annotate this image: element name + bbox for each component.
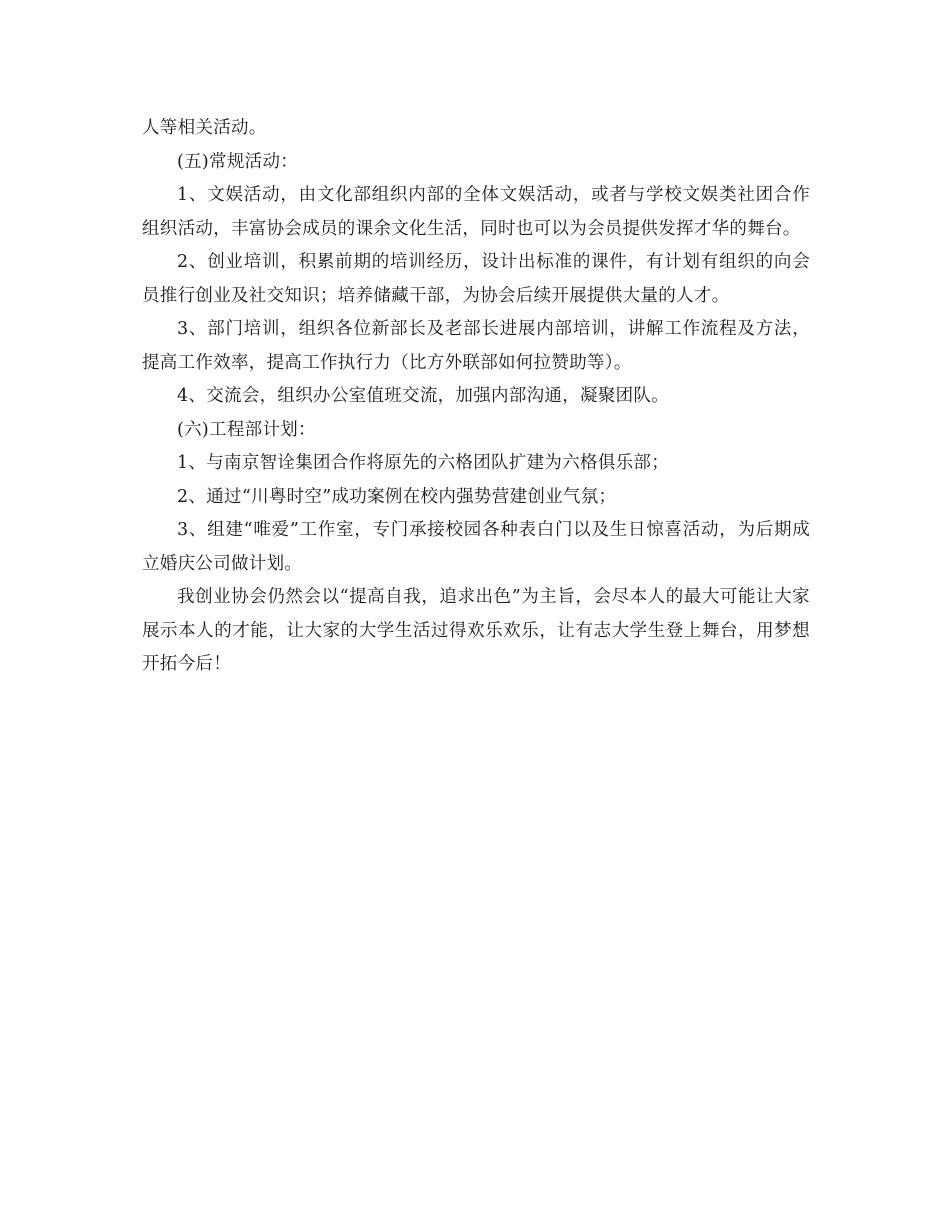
paragraph-department-training: 3、部门培训，组织各位新部长及老部长进展内部培训，讲解工作流程及方法，提高工作效率，提高工作执行力（比方外联部如何拉赞助等）。 [142, 319, 810, 373]
paragraph-exchange-meeting: 4、交流会，组织办公室值班交流，加强内部沟通，凝聚团队。 [177, 386, 670, 406]
section-heading-routine-activities: (五)常规活动： [177, 151, 299, 172]
section-heading-project-plan: (六)工程部计划： [177, 419, 316, 440]
paragraph-closing: 我创业协会仍然会以“提高自我，追求出色”为主旨，会尽本人的最大可能让大家展示本人的才能，让大家的大学生活过得欢乐欢乐，让有志大学生登上舞台，用梦想开拓今后！ [142, 587, 810, 674]
paragraph-case-study: 2、通过“川粤时空”成功案例在校内强势营建创业气氛； [177, 486, 617, 507]
paragraph-continuation: 人等相关活动。 [142, 118, 267, 138]
paragraph-startup-training: 2、创业培训，积累前期的培训经历，设计出标准的课件，有计划有组织的向会员推行创业及社交知识；培养储藏干部，为协会后续开展提供大量的人才。 [142, 252, 810, 306]
document-page [142, 112, 810, 682]
paragraph-studio: 3、组建“唯爱”工作室，专门承接校园各种表白门以及生日惊喜活动，为后期成立婚庆公司做计划。 [142, 520, 810, 574]
paragraph-cooperation: 1、与南京智诠集团合作将原先的六格团队扩建为六格俱乐部； [177, 453, 670, 473]
paragraph-entertainment: 1、文娱活动，由文化部组织内部的全体文娱活动，或者与学校文娱类社团合作组织活动，丰富协会成员的课余文化生活，同时也可以为会员提供发挥才华的舞台。 [142, 185, 810, 239]
